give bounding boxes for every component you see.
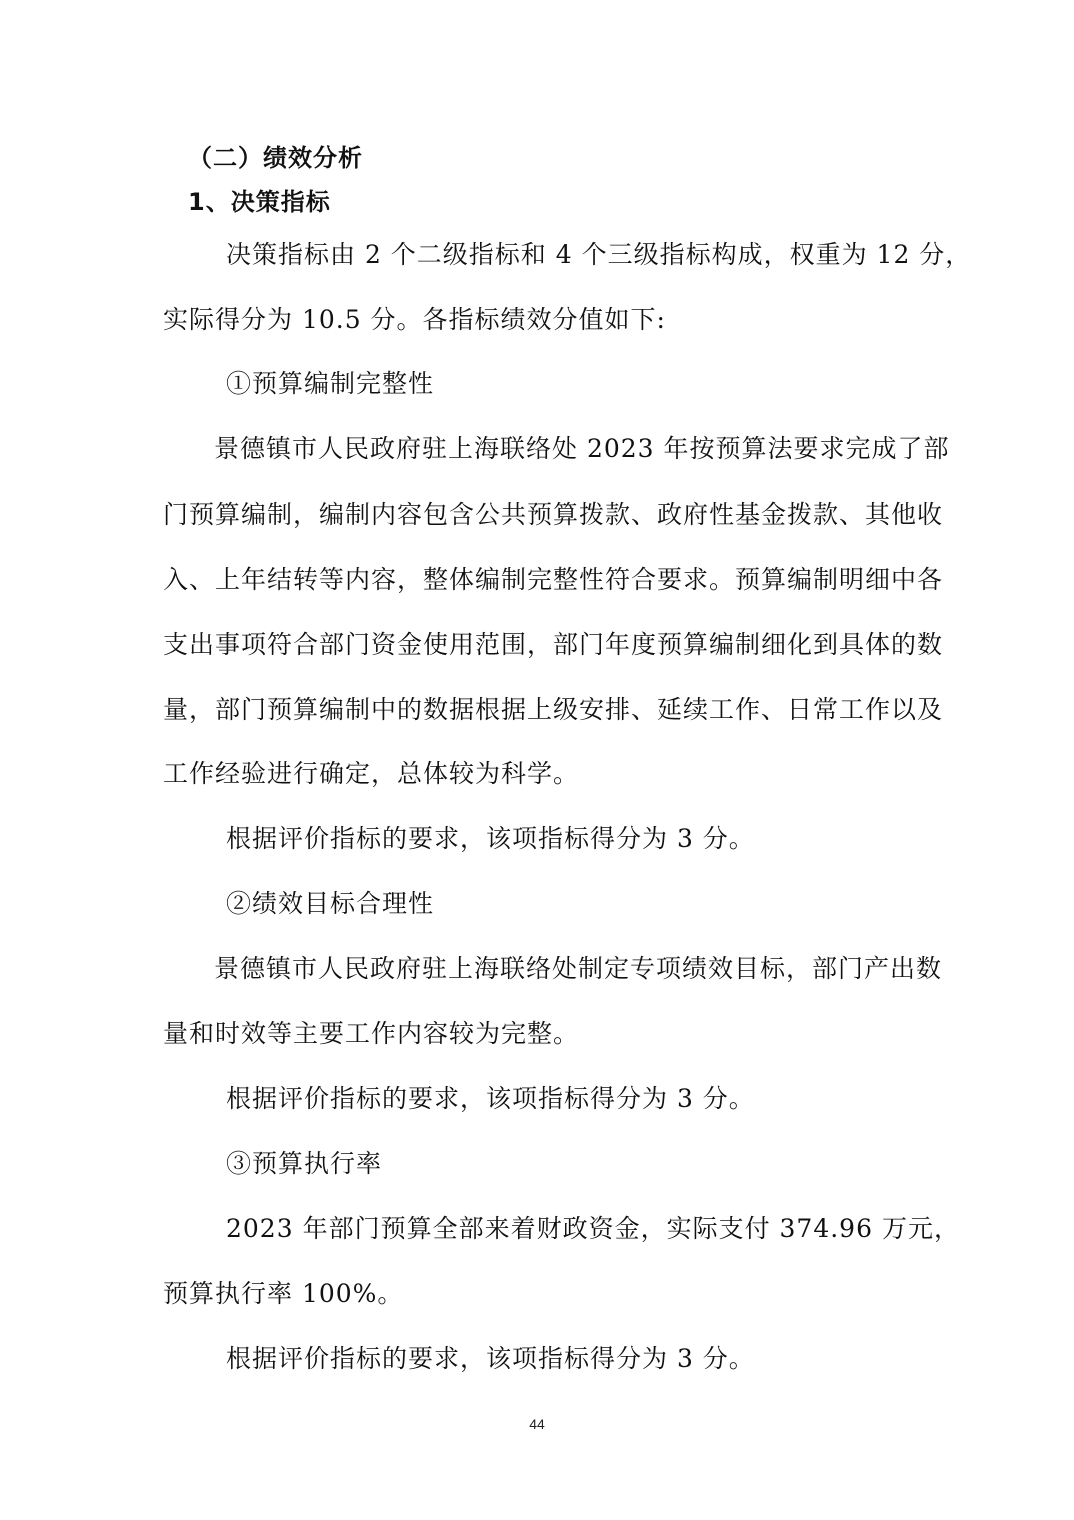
item2-title: ②绩效目标合理性 [226,889,435,918]
item3-title: ③预算执行率 [226,1149,383,1178]
item3-line-2: 预算执行率 100%。 [163,1279,404,1308]
item3-score: 根据评价指标的要求，该项指标得分为 3 分。 [226,1344,755,1373]
item1-line-5: 量，部门预算编制中的数据根据上级安排、延续工作、日常工作以及 [163,695,944,724]
item1-line-6: 工作经验进行确定，总体较为科学。 [163,759,580,788]
item2-score: 根据评价指标的要求，该项指标得分为 3 分。 [226,1084,755,1113]
item3-line-1: 2023 年部门预算全部来着财政资金，实际支付 374.96 万元， [226,1214,960,1243]
item2-line-1: 景德镇市人民政府驻上海联络处制定专项绩效目标，部门产出数 [214,954,943,983]
item1-line-2: 门预算编制，编制内容包含公共预算拨款、政府性基金拨款、其他收 [163,500,944,529]
section-heading: （二）绩效分析 [188,144,363,172]
item1-title: ①预算编制完整性 [226,369,435,398]
subheading: 1、决策指标 [188,188,331,216]
intro-line-2: 实际得分为 10.5 分。各指标绩效分值如下: [163,305,666,334]
intro-line-1: 决策指标由 2 个二级指标和 4 个三级指标构成，权重为 12 分， [226,240,972,269]
item1-score: 根据评价指标的要求，该项指标得分为 3 分。 [226,824,755,853]
item1-line-1: 景德镇市人民政府驻上海联络处 2023 年按预算法要求完成了部 [214,434,950,463]
item2-line-2: 量和时效等主要工作内容较为完整。 [163,1019,580,1048]
page-number: 44 [529,1416,545,1432]
item1-line-3: 入、上年结转等内容，整体编制完整性符合要求。预算编制明细中各 [163,565,944,594]
item1-line-4: 支出事项符合部门资金使用范围，部门年度预算编制细化到具体的数 [163,630,944,659]
